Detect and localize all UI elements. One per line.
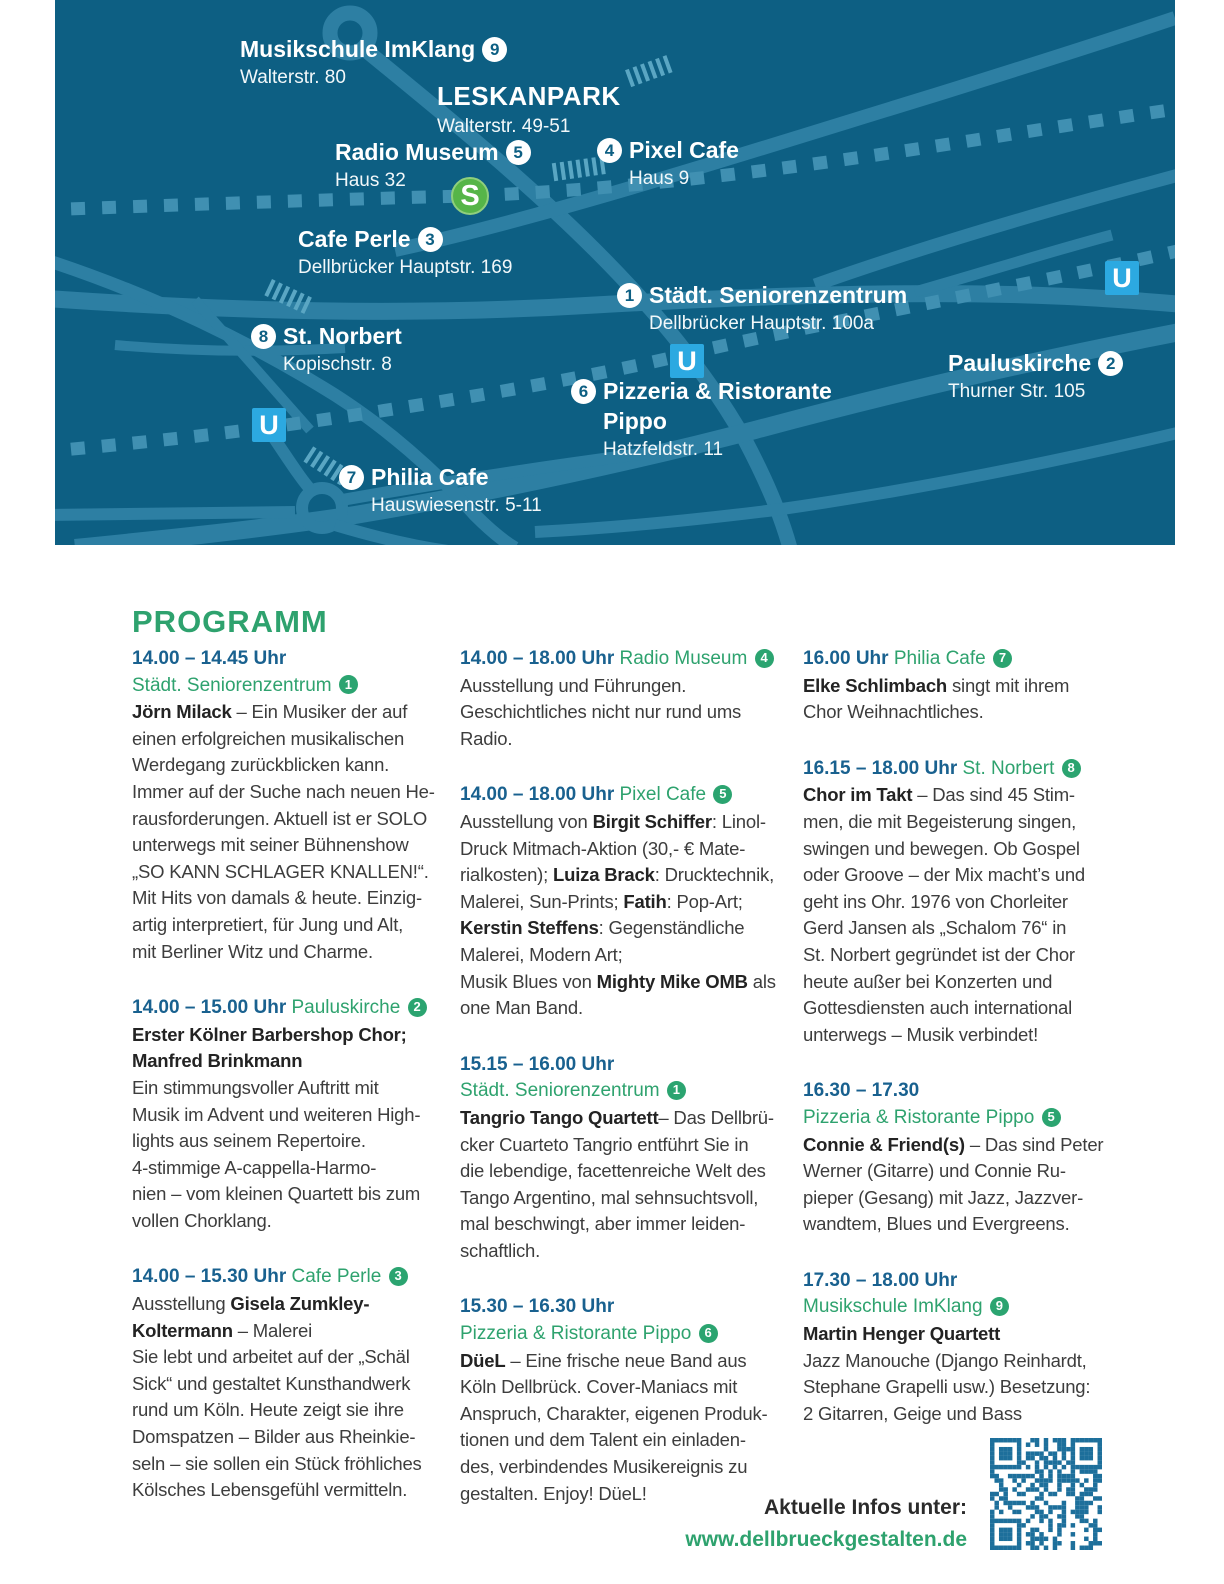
qr-code — [990, 1438, 1102, 1550]
program-entry — [460, 646, 790, 752]
entry-venue-line — [803, 1105, 1133, 1132]
map — [55, 0, 1175, 545]
map-venue-number-badge: 4 — [597, 138, 622, 163]
entry-header — [803, 756, 1133, 783]
entry-venue: Pizzeria & Ristorante Pippo — [460, 1323, 692, 1345]
map-venue-number-badge: 7 — [339, 465, 364, 490]
entry-venue-line — [460, 1321, 790, 1348]
entry-header — [803, 1078, 1133, 1105]
program-column-3 — [803, 646, 1133, 1457]
map-venue-name: Philia Cafe — [371, 464, 489, 490]
map-venue-address: Hauswiesenstr. 5-11 — [371, 495, 542, 516]
ubahn-badge: U — [1105, 261, 1139, 295]
map-venue-label-seniorenzentrum — [617, 282, 907, 335]
map-venue-address: Walterstr. 49-51 — [437, 116, 571, 137]
entry-body: Jörn Milack – Ein Musiker der auf einen erfolgreichen musikalischen Werdegang zurückblicken kann. Immer auf der Suche nach neuen He- rausforderungen. Aktuell ist er SOLO unterwegs mit seiner Bühnenshow „SO KANN SCHLAGER KNALLEN!“. Mit Hits von damals & heute. Einzig- artig interpretiert, für Jung und Alt, mit Berliner Witz und Charme. — [132, 701, 435, 962]
entry-venue: Städt. Seniorenzentrum — [460, 1080, 660, 1102]
map-venue-name: Pizzeria & Ristorante — [603, 378, 832, 404]
page-title: PROGRAMM — [132, 603, 328, 639]
program-entry — [460, 1052, 790, 1265]
entry-venue: Radio Museum — [619, 648, 748, 669]
entry-time: 14.00 – 18.00 Uhr — [460, 784, 615, 806]
entry-body: Martin Henger Quartett Jazz Manouche (Django Reinhardt, Stephane Grapelli usw.) Besetzung: 2 Gitarren, Geige und Bass — [803, 1323, 1091, 1424]
map-venue-number-badge: 9 — [482, 37, 507, 62]
entry-venue: Musikschule ImKlang — [803, 1296, 983, 1318]
entry-body: Ausstellung und Führungen. Geschichtliches nicht nur rund ums Radio. — [460, 674, 742, 749]
footer-url-link[interactable]: www.dellbrueckgestalten.de — [685, 1528, 967, 1551]
map-venue-name: LESKANPARK — [437, 81, 621, 111]
program-entry — [460, 782, 790, 1021]
map-venue-label-pixelcafe — [597, 137, 739, 190]
map-venue-label-pippo — [571, 378, 832, 461]
entry-body: Erster Kölner Barbershop Chor; Manfred Brinkmann Ein stimmungsvoller Auftritt mit Musik im Advent und weiteren High- lights aus seinem Repertoire. 4-stimmige A-cappella-Harmo- nien – vom kleinen Quartett bis zum vollen Chorklang. — [132, 1023, 421, 1231]
ubahn-badge: U — [252, 408, 286, 442]
map-venue-address: Haus 32 — [335, 170, 406, 191]
entry-venue-number-badge: 8 — [1062, 759, 1081, 778]
entry-venue: Pauluskirche — [291, 997, 401, 1019]
map-venue-number-badge: 3 — [418, 227, 443, 252]
map-venue-address: Hatzfeldstr. 11 — [603, 439, 724, 460]
map-venue-number-badge: 6 — [571, 379, 596, 404]
entry-time: 15.30 – 16.30 Uhr — [460, 1296, 615, 1318]
entry-body: Chor im Takt – Das sind 45 Stim- men, die mit Begeisterung singen, swingen und bewegen. Ob Gospel oder Groove – der Mix macht’s und geht ins Ohr. 1976 von Chorleiter Gerd Jansen als „Schalom 76“ in St. Norbert gegründet ist der Chor heute außer bei Konzerten und Gottesdiensten auch international unterwegs – Musik verbindet! — [803, 784, 1086, 1045]
entry-time: 15.15 – 16.00 Uhr — [460, 1053, 615, 1075]
entry-body: Elke Schlimbach singt mit ihrem Chor Weihnachtliches. — [803, 674, 1070, 723]
entry-venue: Städt. Seniorenzentrum — [132, 674, 332, 696]
footer — [685, 1492, 967, 1556]
entry-venue-number-badge: 5 — [1042, 1108, 1061, 1127]
program-entry — [803, 1078, 1133, 1238]
entry-venue: Philia Cafe — [893, 648, 986, 669]
entry-venue-number-badge: 1 — [667, 1081, 686, 1100]
entry-venue: Cafe Perle — [291, 1266, 382, 1288]
entry-header — [132, 1264, 462, 1291]
entry-body: DüeL – Eine frische neue Band aus Köln Dellbrück. Cover-Maniacs mit Anspruch, Charakter, eigenen Produk- tionen und dem Talent ein einladen- des, verbindendes Musikereignis zu gestalten. Enjoy! DüeL! — [460, 1349, 768, 1504]
map-venue-name: Pauluskirche — [948, 350, 1092, 376]
entry-venue-number-badge: 6 — [699, 1324, 718, 1343]
program-entry — [132, 995, 462, 1234]
entry-time: 14.00 – 15.00 Uhr — [132, 997, 287, 1019]
entry-time: 14.00 – 18.00 Uhr — [460, 648, 615, 669]
entry-header — [460, 646, 790, 673]
map-venue-address: Walterstr. 80 — [240, 67, 346, 88]
map-venue-label-leskanpark — [437, 81, 621, 138]
entry-venue: Pixel Cafe — [619, 784, 707, 806]
map-venue-number-badge: 2 — [1098, 351, 1123, 376]
ubahn-badge: U — [670, 344, 704, 378]
entry-header — [803, 646, 1133, 673]
map-venue-label-stnorbert — [251, 323, 402, 376]
entry-time: 14.00 – 15.30 Uhr — [132, 1266, 287, 1288]
entry-venue-number-badge: 1 — [339, 675, 358, 694]
map-venue-number-badge: 8 — [251, 324, 276, 349]
entry-venue-number-badge: 7 — [993, 649, 1012, 668]
entry-header — [460, 1294, 790, 1321]
map-venue-address: Kopischstr. 8 — [283, 354, 392, 375]
sbahn-badge: S — [451, 177, 489, 215]
entry-header — [803, 1268, 1133, 1295]
program-entry — [803, 646, 1133, 726]
entry-venue-number-badge: 2 — [408, 998, 427, 1017]
entry-venue-number-badge: 9 — [990, 1297, 1009, 1316]
entry-time: 14.00 – 14.45 Uhr — [132, 648, 287, 669]
map-venue-label-cafeperle — [298, 226, 512, 279]
map-venue-name: Pixel Cafe — [629, 137, 739, 163]
entry-time: 16.00 Uhr — [803, 648, 889, 669]
entry-time: 16.30 – 17.30 — [803, 1080, 920, 1102]
map-venue-name: Cafe Perle — [298, 226, 411, 252]
map-venue-name: Städt. Seniorenzentrum — [649, 282, 908, 308]
map-venue-label-philiacafe — [339, 464, 542, 517]
map-venue-address: Dellbrücker Hauptstr. 100a — [649, 313, 874, 334]
program-column-1 — [132, 646, 462, 1534]
entry-venue-line — [803, 1294, 1133, 1321]
entry-body: Ausstellung Gisela Zumkley- Koltermann – Malerei Sie lebt und arbeitet auf der „Schäl Sick“ und gestaltet Kunsthandwerk rund um Köln. Heute zeigt sie ihre Domspatzen – Bilder aus Rheinkie- seln – sie sollen ein Stück fröhliches Kölsches Lebensgefühl vermitteln. — [132, 1293, 422, 1501]
footer-info-label: Aktuelle Infos unter: — [763, 1496, 967, 1519]
map-venue-name: Musikschule ImKlang — [240, 36, 476, 62]
entry-body: Ausstellung von Birgit Schiffer: Linol- Druck Mitmach-Aktion (30,- € Mate- rialkosten); Luiza Brack: Drucktechnik, Malerei, Sun-Prints; Fatih: Pop-Art; Kerstin Steffens: Gegenständliche Malerei, Modern Art; Musik Blues von Mighty Mike OMB als one Man Band. — [460, 810, 776, 1019]
program-entry — [803, 756, 1133, 1049]
entry-header — [132, 646, 462, 673]
entry-time: 17.30 – 18.00 Uhr — [803, 1269, 958, 1291]
program-entry — [803, 1268, 1133, 1428]
entry-venue-number-badge: 3 — [389, 1267, 408, 1286]
map-venue-address: Dellbrücker Hauptstr. 169 — [298, 257, 513, 278]
entry-header — [132, 995, 462, 1022]
entry-venue-number-badge: 4 — [755, 649, 774, 668]
entry-body: Tangrio Tango Quartett– Das Dellbrü- cker Cuarteto Tangrio entführt Sie in die lebendige, facettenreiche Welt des Tango Argentino, mal sehnsuchtsvoll, mal beschwingt, aber immer leiden- schaftlich. — [460, 1106, 774, 1261]
map-venue-name-line2: Pippo — [603, 408, 667, 434]
map-venue-number-badge: 1 — [617, 283, 642, 308]
entry-body: Connie & Friend(s) – Das sind Peter Werner (Gitarre) und Connie Ru- pieper (Gesang) mit Jazz, Jazzver- wandtem, Blues und Evergreens. — [803, 1133, 1104, 1235]
entry-venue: St. Norbert — [962, 757, 1055, 779]
entry-venue-number-badge: 5 — [713, 785, 732, 804]
map-venue-label-radiomuseum — [335, 139, 531, 192]
program-column-2 — [460, 646, 790, 1537]
entry-header — [460, 1052, 790, 1079]
map-venue-address: Haus 9 — [629, 168, 690, 189]
program-entry — [460, 1294, 790, 1507]
map-venue-name: St. Norbert — [283, 323, 402, 349]
entry-venue-line — [132, 673, 462, 700]
entry-venue-line — [460, 1078, 790, 1105]
entry-header — [460, 782, 790, 809]
program-entry — [132, 646, 462, 965]
map-venue-number-badge: 5 — [506, 140, 531, 165]
entry-time: 16.15 – 18.00 Uhr — [803, 757, 958, 779]
program-entry — [132, 1264, 462, 1503]
map-venue-address: Thurner Str. 105 — [948, 381, 1086, 402]
map-venue-name: Radio Museum — [335, 139, 499, 165]
map-venue-label-pauluskirche — [948, 350, 1123, 403]
entry-venue: Pizzeria & Ristorante Pippo — [803, 1106, 1035, 1128]
map-labels — [55, 0, 1175, 545]
